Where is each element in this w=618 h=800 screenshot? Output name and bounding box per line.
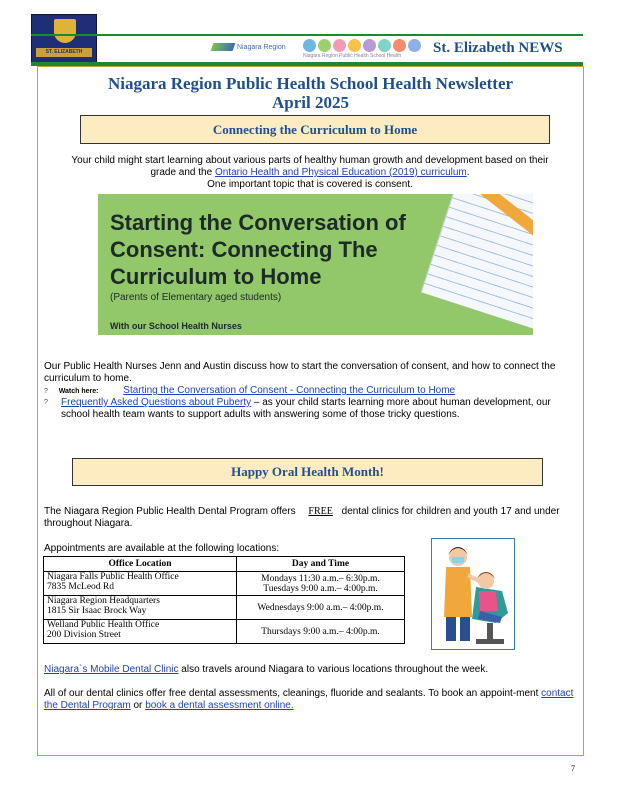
banner-title-line3: Curriculum to Home	[110, 264, 322, 289]
table-cell-time	[237, 572, 405, 596]
niagara-region-logo	[212, 40, 292, 54]
table-row	[44, 572, 405, 596]
section-heading-curriculum	[80, 115, 550, 144]
dentist-illustration	[431, 538, 515, 650]
section-heading-oral-health-text: Happy Oral Health Month!	[231, 464, 384, 479]
banner-title-line1: Starting the Conversation of	[110, 210, 406, 235]
intro-text: grade and the	[150, 167, 213, 178]
office-name: Niagara Falls Public Health Office	[47, 572, 179, 582]
dentist-child-icon	[432, 539, 515, 650]
dental-program-text-2: dental clinics for children and youth 17 and under throughout Niagara.	[44, 506, 560, 529]
office-hours: Wednesdays 9:00 a.m.– 4:00p.m.	[257, 602, 384, 613]
newsletter-title	[38, 74, 583, 112]
table-cell-time	[237, 596, 405, 620]
health-icon-1	[303, 39, 316, 52]
newsletter-header-title: St. Elizabeth NEWS	[433, 40, 563, 56]
bullet-marker: ?	[44, 388, 48, 395]
curriculum-link[interactable]: Ontario Health and Physical Education (2019) curriculum	[214, 167, 467, 178]
table-row	[44, 620, 405, 644]
or-text: or	[133, 700, 143, 711]
office-address: 200 Division Street	[47, 630, 121, 640]
intro-period: .	[466, 167, 470, 178]
intro-line3: One important topic that is covered is consent.	[207, 179, 413, 190]
mobile-clinic-text: also travels around Niagara to various locations throughout the week.	[181, 664, 489, 675]
services-paragraph	[44, 688, 574, 712]
niagara-logo-mark-icon	[211, 43, 236, 51]
health-icon-7	[393, 39, 406, 52]
consent-video-link[interactable]: Starting the Conversation of Consent - Connecting the Curriculum to Home	[123, 385, 456, 396]
page-number: 7	[571, 764, 575, 773]
section-heading-curriculum-text: Connecting the Curriculum to Home	[212, 122, 418, 137]
health-icon-5	[363, 39, 376, 52]
nurses-paragraph: Our Public Health Nurses Jenn and Austin discuss how to start the conversation of consent, and how to connect the curriculum to home.	[44, 361, 556, 384]
health-icon-6	[378, 39, 391, 52]
health-icon-8	[408, 39, 421, 52]
office-name: Welland Public Health Office	[47, 620, 160, 630]
table-cell-office	[44, 596, 237, 620]
section-heading-oral-health	[72, 458, 543, 486]
watch-here-label: Watch here:	[58, 388, 99, 395]
book-assessment-link[interactable]: book a dental assessment online.	[145, 700, 294, 711]
office-name: Niagara Region Headquarters	[47, 596, 160, 606]
mobile-clinic-paragraph	[44, 664, 576, 676]
bullet-puberty	[44, 397, 564, 421]
health-icon-2	[318, 39, 331, 52]
intro-line1: Your child might start learning about various parts of healthy human growth and development based on their	[71, 155, 549, 166]
health-icons-label: Niagara Region Public Health School Health	[303, 53, 402, 59]
puberty-faq-text: – as your child starts learning more about human development, our school health team wants to support adults with answering some of those tricky questions.	[61, 397, 551, 420]
intro-line2	[44, 167, 576, 179]
contact-dental-program-link[interactable]: contact the Dental Program	[44, 688, 574, 711]
banner-title	[110, 209, 406, 290]
table-header-office: Office Location	[44, 557, 237, 572]
office-address: 7835 McLeod Rd	[47, 582, 115, 592]
puberty-faq-link[interactable]: Frequently Asked Questions about Puberty	[61, 397, 252, 408]
consent-video-banner[interactable]	[98, 194, 533, 335]
dental-program-text: The Niagara Region Public Health Dental Program offers	[44, 506, 296, 517]
table-header-time: Day and Time	[237, 557, 405, 572]
health-icon-3	[333, 39, 346, 52]
table-header-row	[44, 557, 405, 572]
table-cell-office	[44, 620, 237, 644]
school-health-icons	[303, 39, 421, 52]
banner-subtitle: (Parents of Elementary aged students)	[110, 292, 282, 303]
free-label: FREE	[308, 506, 333, 517]
newsletter-title-line2: April 2025	[272, 93, 349, 112]
mobile-dental-clinic-link[interactable]: Niagara`s Mobile Dental Clinic	[44, 664, 179, 675]
table-row	[44, 596, 405, 620]
services-text: All of our dental clinics offer free dental assessments, cleanings, fluoride and sealants. To book an appoint-ment	[44, 688, 539, 699]
dental-locations-table	[43, 556, 405, 644]
newsletter-title-line1: Niagara Region Public Health School Health Newsletter	[107, 74, 514, 93]
appointments-intro: Appointments are available at the following locations:	[44, 543, 280, 554]
banner-footer: With our School Health Nurses	[110, 321, 242, 331]
office-hours: Thursdays 9:00 a.m.– 4:00p.m.	[261, 626, 380, 637]
niagara-logo-text: Niagara Region	[237, 43, 286, 51]
office-address: 1815 Sir Isaac Brock Way	[47, 606, 147, 616]
office-hours: Mondays 11:30 a.m.– 6:30p.m.	[261, 573, 380, 584]
banner-title-line2: Consent: Connecting The	[110, 237, 378, 262]
health-icon-4	[348, 39, 361, 52]
table-cell-time	[237, 620, 405, 644]
table-cell-office	[44, 572, 237, 596]
crest-text: ST. ELIZABETH	[45, 49, 83, 55]
curriculum-intro	[44, 155, 576, 191]
bullet-marker: ?	[44, 399, 48, 406]
office-hours-2: Tuesdays 9:00 a.m.– 4:00p.m.	[263, 583, 378, 594]
dental-program-paragraph	[44, 506, 574, 530]
